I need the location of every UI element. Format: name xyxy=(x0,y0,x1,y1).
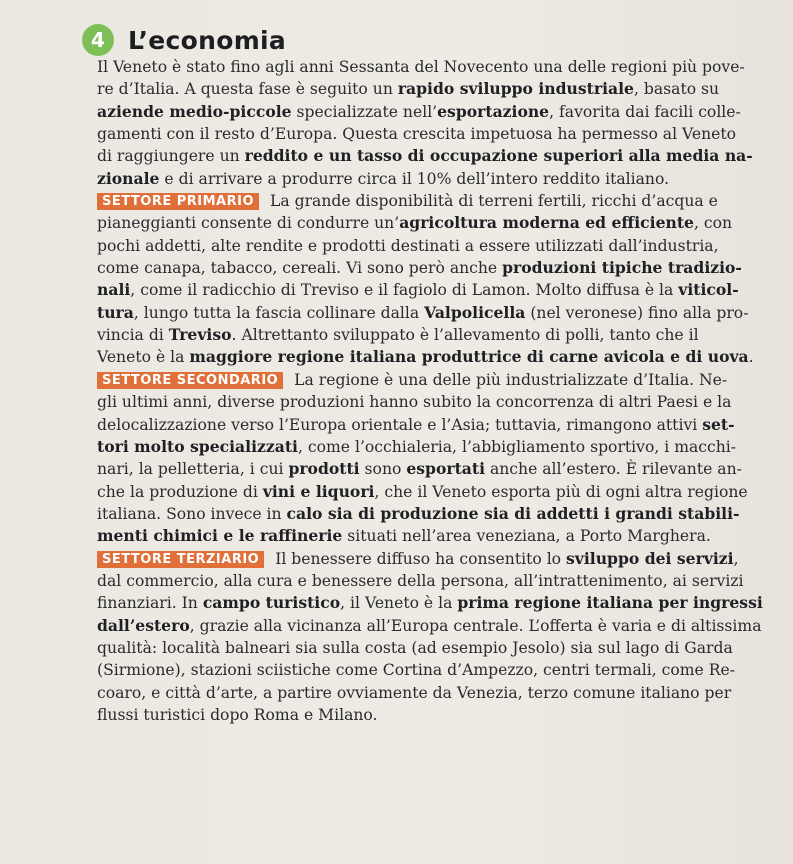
text-fragment: gamenti con il resto d’Europa. Questa crescita impetuosa ha permesso al Veneto xyxy=(97,125,737,144)
text-fragment: e di arrivare a produrre circa il 10% dell’intero reddito italiano. xyxy=(159,169,670,188)
text-line xyxy=(97,324,793,346)
text-fragment: pianeggianti consente di condurre un’ xyxy=(97,214,400,233)
text-line xyxy=(97,101,793,123)
text-fragment: vincia di xyxy=(97,326,169,345)
text-fragment: . xyxy=(748,348,754,367)
text-fragment: che la produzione di xyxy=(97,482,263,501)
text-fragment: dal commercio, alla cura e benessere della persona, all’intrattenimento, ai servizi xyxy=(97,571,744,590)
text-line xyxy=(97,145,793,167)
bold-text: menti chimici e le raffinerie xyxy=(97,526,343,546)
section-header xyxy=(82,20,286,60)
text-fragment: italiana. Sono invece in xyxy=(97,504,287,523)
bold-text: set- xyxy=(702,414,735,434)
text-line xyxy=(97,570,793,592)
bold-text: nali xyxy=(97,280,131,300)
text-fragment: , come l’occhialeria, l’abbigliamento sportivo, i macchi- xyxy=(297,437,737,456)
text-line xyxy=(97,525,793,547)
text-line xyxy=(97,503,793,525)
text-line xyxy=(97,235,793,257)
text-fragment: flussi turistici dopo Roma e Milano. xyxy=(97,705,378,724)
text-line xyxy=(97,78,793,100)
bold-text: produzioni tipiche tradizio- xyxy=(502,258,742,278)
tag-settore-terziario: SETTORE TERZIARIO xyxy=(97,551,264,568)
text-fragment: , con xyxy=(693,214,733,233)
text-fragment: , grazie alla vicinanza all’Europa centrale. L’offerta è varia e di altissima xyxy=(189,616,762,635)
text-fragment: Il Veneto è stato fino agli anni Sessanta del Novecento una delle regioni più pove- xyxy=(97,58,745,76)
text-fragment: coaro, e città d’arte, a partire ovviamente da Venezia, terzo comune italiano per xyxy=(97,683,732,702)
text-line xyxy=(97,212,793,234)
text-line xyxy=(97,123,793,145)
text-fragment: delocalizzazione verso l’Europa orientale e l’Asia; tuttavia, rimangono attivi xyxy=(97,415,703,434)
text-line xyxy=(97,548,793,570)
text-line xyxy=(97,190,793,212)
text-fragment: La regione è una delle più industrializzate d’Italia. Ne- xyxy=(289,370,728,389)
text-line xyxy=(97,302,793,324)
bold-text: campo turistico xyxy=(202,593,341,613)
section-title: L’economia xyxy=(128,25,287,55)
text-line xyxy=(97,279,793,301)
text-fragment: sono xyxy=(359,460,407,479)
text-line xyxy=(97,346,793,368)
bold-text: Valpolicella xyxy=(424,302,526,322)
bold-text: vini e liquori xyxy=(262,481,375,501)
text-fragment: , che il Veneto esporta più di ogni altra regione xyxy=(374,482,748,501)
text-line xyxy=(97,369,793,391)
bold-text: reddito e un tasso di occupazione superiori alla media na- xyxy=(244,146,753,166)
text-fragment: , basato su xyxy=(633,80,720,99)
text-line xyxy=(97,682,793,704)
text-fragment: qualità: località balneari sia sulla costa (ad esempio Jesolo) sia sul lago di Garda xyxy=(97,638,733,657)
section-number-badge xyxy=(82,24,114,56)
bold-text: agricoltura moderna ed efficiente xyxy=(399,213,694,233)
text-line xyxy=(97,56,793,78)
text-line xyxy=(97,659,793,681)
text-fragment: specializzate nell’ xyxy=(291,102,438,121)
text-line xyxy=(97,168,793,190)
text-line xyxy=(97,637,793,659)
bold-text: esportazione xyxy=(437,101,550,121)
text-line xyxy=(97,436,793,458)
text-fragment: Il benessere diffuso ha consentito lo xyxy=(270,549,567,568)
bold-text: tori molto specializzati xyxy=(97,436,298,456)
bold-text: rapido sviluppo industriale xyxy=(397,79,634,99)
text-fragment: pochi addetti, alte rendite e prodotti destinati a essere utilizzati dall’industria, xyxy=(97,236,719,255)
section-number: 4 xyxy=(91,28,105,52)
tag-settore-primario: SETTORE PRIMARIO xyxy=(97,193,259,210)
text-line xyxy=(97,414,793,436)
text-fragment: (nel veronese) fino alla pro- xyxy=(525,303,749,322)
text-fragment: finanziari. In xyxy=(97,594,203,613)
text-fragment: re d’Italia. A questa fase è seguito un xyxy=(97,80,398,99)
bold-text: aziende medio-piccole xyxy=(97,101,292,121)
tag-settore-secondario: SETTORE SECONDARIO xyxy=(97,372,283,389)
bold-text: calo sia di produzione sia di addetti i grandi stabili- xyxy=(286,503,740,523)
text-fragment: , come il radicchio di Treviso e il fagiolo di Lamon. Molto diffusa è la xyxy=(130,281,679,300)
text-line xyxy=(97,481,793,503)
text-fragment: , il Veneto è la xyxy=(340,594,458,613)
bold-text: sviluppo dei servizi xyxy=(566,548,734,568)
text-fragment: . Altrettanto sviluppato è l’allevamento di polli, tanto che il xyxy=(231,326,699,345)
bold-text: viticol- xyxy=(678,280,739,300)
text-fragment: anche all’estero. È rilevante an- xyxy=(485,460,742,479)
bold-text: prima regione italiana per ingressi xyxy=(457,593,763,613)
text-line xyxy=(97,615,793,637)
text-fragment: , xyxy=(733,549,739,568)
bold-text: Treviso xyxy=(168,325,232,345)
text-fragment: , favorita dai facili colle- xyxy=(549,102,741,121)
text-line xyxy=(97,592,793,614)
bold-text: maggiore regione italiana produttrice di carne avicola e di uova xyxy=(189,347,749,367)
bold-text: dall’estero xyxy=(97,615,190,635)
text-fragment: , lungo tutta la fascia collinare dalla xyxy=(133,303,425,322)
text-line xyxy=(97,458,793,480)
text-fragment: La grande disponibilità di terreni fertili, ricchi d’acqua e xyxy=(265,192,718,211)
bold-text: tura xyxy=(97,302,134,322)
text-line xyxy=(97,257,793,279)
bold-text: zionale xyxy=(97,168,160,188)
text-fragment: (Sirmione), stazioni sciistiche come Cortina d’Ampezzo, centri termali, come Re- xyxy=(97,661,735,680)
text-fragment: di raggiungere un xyxy=(97,147,245,166)
text-fragment: nari, la pelletteria, i cui xyxy=(97,460,289,479)
text-fragment: gli ultimi anni, diverse produzioni hanno subito la concorrenza di altri Paesi e la xyxy=(97,393,732,412)
text-fragment: situati nell’area veneziana, a Porto Marghera. xyxy=(342,527,711,546)
text-fragment: come canapa, tabacco, cereali. Vi sono però anche xyxy=(97,259,503,278)
body-text xyxy=(97,56,793,726)
text-line xyxy=(97,391,793,413)
bold-text: prodotti xyxy=(288,459,360,479)
text-fragment: Veneto è la xyxy=(97,348,190,367)
text-line xyxy=(97,704,793,726)
bold-text: esportati xyxy=(406,459,485,479)
